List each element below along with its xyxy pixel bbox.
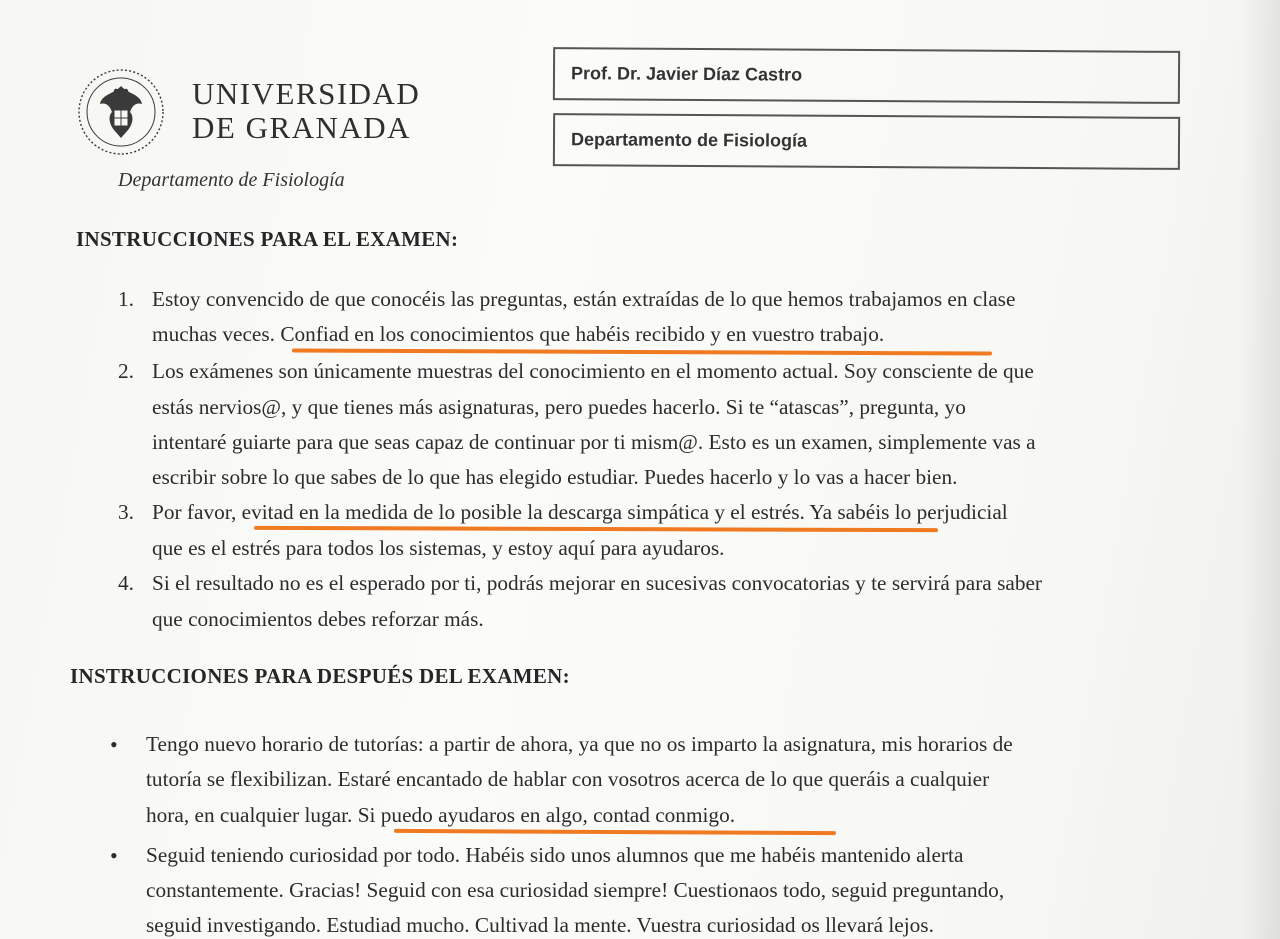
item-2-line-2: estás nervios@, y que tienes más asignaturas, pero puedes hacerlo. Si te “atascas”, pregunta, yo (152, 395, 966, 419)
bullet-1-icon: • (110, 732, 118, 757)
after-item-2-line-2: constantemente. Gracias! Seguid con esa curiosidad siempre! Cuestionaos todo, seguid preguntando, (146, 878, 1005, 902)
highlight-underline-3 (394, 829, 836, 835)
item-2-line-1: Los exámenes son únicamente muestras del conocimiento en el momento actual. Soy consciente de que (152, 359, 1034, 383)
item-2-line-3: intentaré guiarte para que seas capaz de continuar por ti mism@. Esto es un examen, simplemente vas a (152, 430, 1036, 454)
item-2-line-4: escribir sobre lo que sabes de lo que has elegido estudiar. Puedes hacerlo y lo vas a hacer bien. (152, 465, 958, 489)
item-1-line-1: Estoy convencido de que conocéis las preguntas, están extraídas de lo que hemos trabajamos en clase (152, 287, 1016, 311)
item-1-line-2: muchas veces. Confiad en los conocimientos que habéis recibido y en vuestro trabajo. (152, 322, 885, 346)
item-1-number: 1. (118, 287, 134, 311)
university-name-line1: UNIVERSIDAD (192, 76, 421, 111)
highlight-underline-2 (254, 526, 938, 532)
after-item-1-line-2: tutoría se flexibilizan. Estaré encantado de hablar con vosotros acerca de lo que queráis a cualquier (146, 767, 990, 791)
item-3-line-1: Por favor, evitad en la medida de lo posible la descarga simpática y el estrés. Ya sabéis lo perjudicial (152, 500, 1008, 524)
item-3-line-2: que es el estrés para todos los sistemas, y estoy aquí para ayudaros. (152, 536, 725, 560)
item-4-line-2: que conocimientos debes reforzar más. (152, 607, 484, 631)
item-4-number: 4. (118, 571, 134, 595)
after-item-2-line-3: seguid investigando. Estudiad mucho. Cultivad la mente. Vuestra curiosidad os llevará lejos. (146, 913, 934, 937)
professor-name-box (553, 47, 1180, 104)
after-exam-instructions-heading: INSTRUCCIONES PARA DESPUÉS DEL EXAMEN: (70, 664, 570, 688)
item-3-number: 3. (118, 500, 134, 524)
logo-department-label: Departamento de Fisiología (118, 169, 345, 191)
item-4-line-1: Si el resultado no es el esperado por ti, podrás mejorar en sucesivas convocatorias y te servirá para saber (152, 571, 1043, 595)
exam-instructions-heading: INSTRUCCIONES PARA EL EXAMEN: (76, 227, 459, 251)
after-item-2-line-1: Seguid teniendo curiosidad por todo. Habéis sido unos alumnos que me habéis mantenido alerta (146, 843, 964, 867)
professor-name: Prof. Dr. Javier Díaz Castro (570, 63, 803, 85)
bullet-2-icon: • (110, 843, 118, 868)
university-seal-icon (76, 64, 166, 160)
item-2-number: 2. (118, 359, 134, 383)
highlight-underline-1 (292, 348, 992, 355)
department-box (553, 113, 1180, 170)
after-item-1-line-1: Tengo nuevo horario de tutorías: a partir de ahora, ya que no os imparto la asignatura, mis horarios de (146, 732, 1013, 756)
after-item-1-line-3: hora, en cualquier lugar. Si puedo ayudaros en algo, contad conmigo. (146, 803, 736, 827)
university-name-line2: DE GRANADA (192, 110, 412, 145)
department-name: Departamento de Fisiología (570, 129, 808, 151)
